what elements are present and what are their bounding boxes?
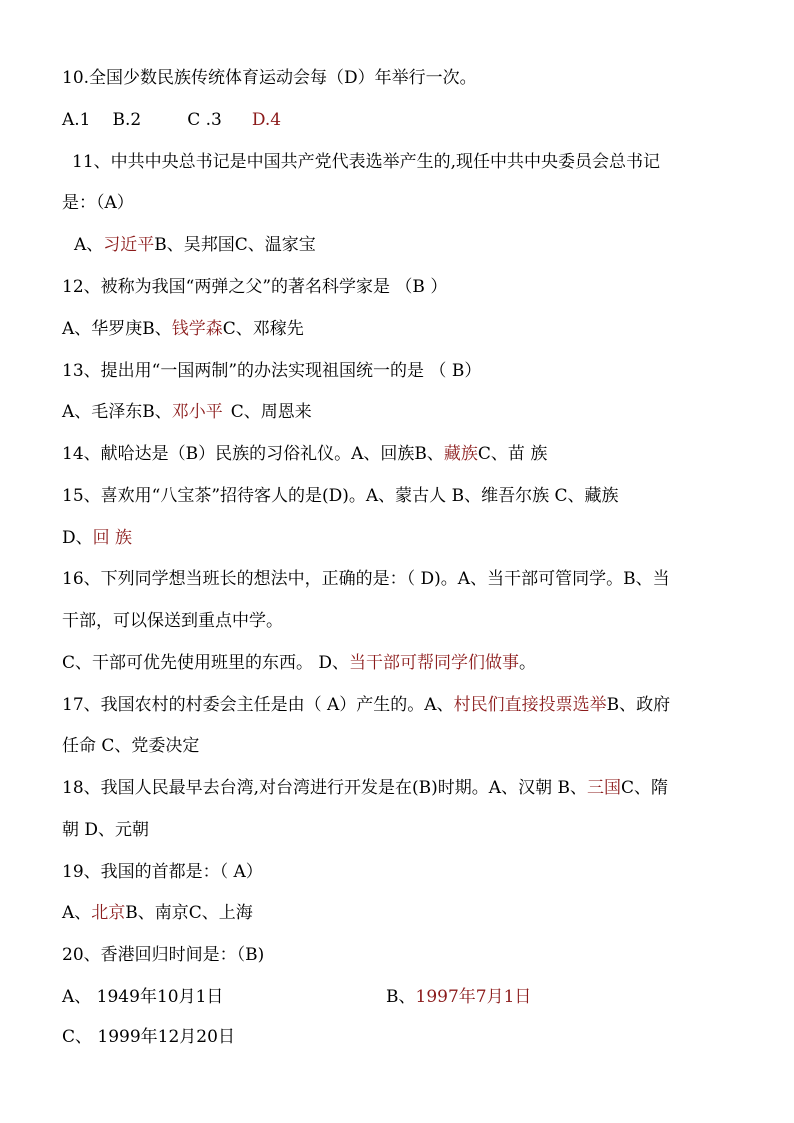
question-11-text-cont: 是：（A） [62,193,134,213]
question-15-text: 15、喜欢用“八宝茶”招待客人的是(D)。A、蒙古人 B、维吾尔族 C、藏族 [62,486,619,506]
option-b-answer: 1997年7月1日 [415,987,532,1007]
option-b: B、南京 [125,903,189,923]
option-b-answer: 钱学森 [171,319,223,339]
question-17-text: 17、我国农村的村委会主任是由（ A）产生的。A、 [62,695,454,715]
option-b-answer: 藏族 [443,444,478,464]
option-d-prefix: D、 [62,528,93,548]
option-c: C、 1999年12月20日 [62,1027,235,1047]
question-18-text-cont: 朝 D、元朝 [62,820,150,840]
question-16-line3 [62,652,536,674]
question-20-option-b [386,986,531,1008]
question-20-option-c [62,1026,235,1048]
question-12 [62,276,447,298]
question-16-text-cont2: C、干部可优先使用班里的东西。 D、 [62,653,350,673]
question-20-options-ab [62,986,223,1008]
option-b-answer: 三国 [586,778,621,798]
question-11 [72,151,660,173]
question-16-text: 16、下列同学想当班长的想法中，正确的是：（ D)。A、当干部可管同学。B、当 [62,569,670,589]
option-a-answer: 北京 [91,903,126,923]
question-16 [62,568,670,590]
option-a: A.1 [62,110,91,130]
question-17-line2 [62,735,199,757]
question-13-text: 13、提出用“一国两制”的办法实现祖国统一的是 （ B） [62,361,482,381]
option-c: C .3 [187,110,222,130]
option-b-prefix: B、 [142,319,172,339]
question-15-line2 [62,527,132,549]
option-c: C、周恩来 [230,402,312,422]
question-19-text: 19、我国的首都是：（ A） [62,862,263,882]
question-18-line2 [62,819,149,841]
option-b: B、吴邦国 [154,235,235,255]
option-b-prefix: B、 [142,402,172,422]
option-c: C、苗 族 [477,444,548,464]
sentence-end: 。 [519,653,537,673]
option-b-prefix: B、 [414,444,444,464]
option-c: C、邓稼先 [222,319,304,339]
option-a: A、华罗庚 [62,319,143,339]
option-a-answer: 习近平 [103,235,155,255]
question-13 [62,360,481,382]
question-12-text: 12、被称为我国“两弹之父”的著名科学家是 （B ） [62,277,448,297]
option-d-answer: 回 族 [92,528,133,548]
option-b-answer: 邓小平 [171,402,223,422]
question-10 [62,67,477,89]
question-17 [62,694,670,716]
option-c: C、上海 [188,903,253,923]
question-20 [62,944,264,966]
option-c: C、隋 [620,778,668,798]
option-a: A、 1949年10月1日 [62,987,224,1007]
question-14-text: 14、献哈达是（B）民族的习俗礼仪。A、回族 [62,444,415,464]
question-16-text-cont: 干部，可以保送到重点中学。 [62,611,283,631]
option-b: B、政府 [606,695,671,715]
option-b: B.2 [112,110,142,130]
question-11-text: 11、中共中央总书记是中国共产党代表选举产生的,现任中共中央委员会总书记 [72,152,661,172]
question-15 [62,485,619,507]
question-10-options [62,109,281,131]
option-d-answer: 当干部可帮同学们做事 [349,653,520,673]
option-a-prefix: A、 [74,235,104,255]
option-a-prefix: A、 [62,903,92,923]
question-12-options [62,318,304,340]
option-d-answer: D.4 [251,110,282,130]
question-13-options [62,401,312,423]
option-b-prefix: B、 [386,987,416,1007]
option-a-answer: 村民们直接投票选举 [453,695,607,715]
question-11-line2 [62,192,134,214]
question-18-text: 18、我国人民最早去台湾,对台湾进行开发是在(B)时期。A、汉朝 B、 [62,778,587,798]
question-10-text: 10.全国少数民族传统体育运动会每（D）年举行一次。 [62,68,477,88]
question-18 [62,777,668,799]
option-c: C、温家宝 [234,235,316,255]
question-19 [62,861,263,883]
question-11-options [74,234,316,256]
question-17-text-cont: 任命 C、党委决定 [62,736,200,756]
question-14 [62,443,547,465]
question-16-line2 [62,610,283,632]
question-19-options [62,902,253,924]
option-a: A、毛泽东 [62,402,143,422]
question-20-text: 20、香港回归时间是：（B) [62,945,265,965]
